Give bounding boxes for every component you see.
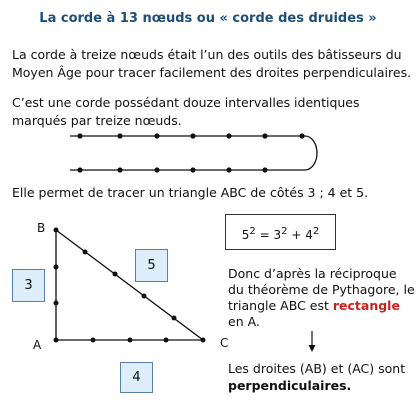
- formula-b-base: 4: [305, 228, 313, 242]
- conclusion-text-end: en A.: [228, 314, 260, 329]
- rope-knot: [190, 133, 195, 138]
- triangle-abc-diagram: [28, 214, 218, 350]
- down-arrow-icon: [306, 330, 318, 354]
- knot-dot: [142, 294, 147, 299]
- knot-dot: [91, 338, 96, 343]
- rope-knot: [262, 133, 267, 138]
- rope-knot: [226, 133, 231, 138]
- knot-dot: [54, 301, 59, 306]
- rope-knot: [190, 167, 195, 172]
- knot-dot: [164, 338, 169, 343]
- vertex-label-a: A: [33, 338, 42, 352]
- formula-b-exponent: 2: [312, 226, 320, 237]
- conclusion-text: Donc d’après la réciproque du théorème de Pythagore, le triangle ABC est: [228, 266, 415, 313]
- rope-knot: [154, 167, 159, 172]
- triangle-sides-text: Elle permet de tracer un triangle ABC de côtés 3 ; 4 et 5.: [12, 185, 369, 200]
- result-period: .: [346, 378, 352, 393]
- formula-equals: =: [255, 228, 274, 242]
- knot-dot: [54, 265, 59, 270]
- formula-a-base: 3: [273, 228, 282, 242]
- knot-dot: [201, 338, 206, 343]
- pythagoras-formula-box: [225, 214, 336, 250]
- rope-knot: [117, 133, 122, 138]
- knot-dot: [54, 338, 59, 343]
- page-title: La corde à 13 nœuds ou « corde des druides »: [39, 11, 377, 26]
- pythagorean-conclusion: [228, 266, 416, 330]
- side-bc-length-box: 5: [135, 249, 168, 282]
- formula-a-exponent: 2: [281, 226, 288, 237]
- formula-plus: +: [287, 228, 306, 242]
- rope-knot: [77, 167, 82, 172]
- knot-dot: [113, 272, 118, 277]
- result-text: Les droites (AB) et (AC) sont: [228, 361, 406, 376]
- rope-knot: [77, 133, 82, 138]
- side-ac-length-box: 4: [120, 362, 153, 393]
- formula-lhs-exponent: 2: [249, 226, 256, 237]
- rope-knot: [262, 167, 267, 172]
- rope-knot: [117, 167, 122, 172]
- knot-dot: [54, 228, 59, 233]
- formula-lhs-base: 5: [241, 228, 250, 242]
- side-ab-length-box: 3: [12, 269, 45, 302]
- rope-knot: [154, 133, 159, 138]
- rope-knot: [226, 167, 231, 172]
- intro-paragraph: La corde à treize nœuds était l’un des outils des bâtisseurs du Moyen Âge pour tracer facilement des droites perpendiculaires.: [12, 47, 412, 80]
- knotted-rope-diagram: [70, 128, 330, 178]
- vertex-label-c: C: [220, 336, 229, 350]
- rope-description: C’est une corde possédant douze intervalles identiques marqués par treize nœuds.: [12, 95, 360, 128]
- perpendicular-result: [228, 360, 416, 394]
- result-bold: perpendiculaires: [228, 378, 347, 393]
- conclusion-highlight: rectangle: [332, 298, 400, 313]
- knot-dot: [128, 338, 133, 343]
- vertex-label-b: B: [37, 221, 46, 235]
- knot-dot: [83, 250, 88, 255]
- rope-knot: [299, 133, 304, 138]
- knot-dot: [172, 316, 177, 321]
